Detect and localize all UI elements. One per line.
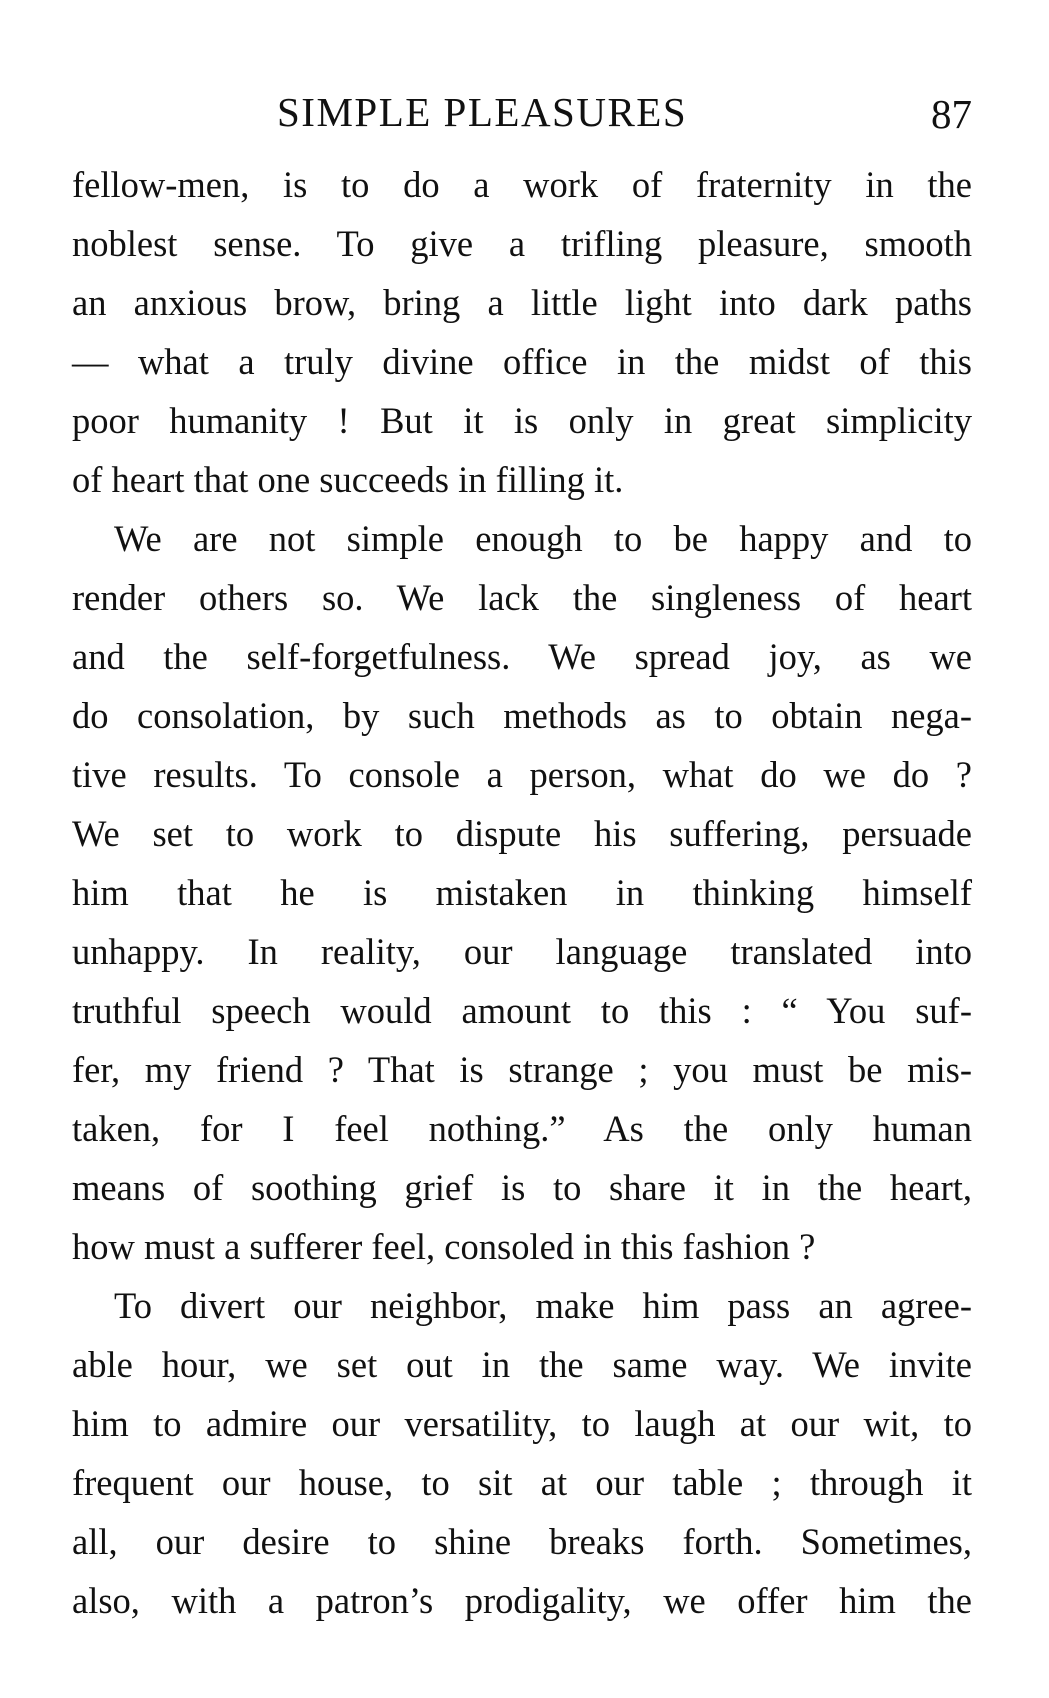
text-line: him that he is mistaken in thinking himself bbox=[72, 872, 972, 913]
text-line: taken, for I feel nothing.” As the only human bbox=[72, 1108, 972, 1149]
text-line: tive results. To console a person, what do we do ? bbox=[72, 754, 972, 795]
text-line: able hour, we set out in the same way. We invite bbox=[72, 1344, 972, 1385]
text-line: fer, my friend ? That is strange ; you must be mis- bbox=[72, 1049, 972, 1090]
text-line: render others so. We lack the singleness of heart bbox=[72, 577, 972, 618]
body-text bbox=[72, 155, 972, 1630]
text-line: and the self-forgetfulness. We spread joy, as we bbox=[72, 636, 972, 677]
text-line: frequent our house, to sit at our table ; through it bbox=[72, 1462, 972, 1503]
paragraph-2 bbox=[72, 509, 972, 1276]
text-line: — what a truly divine office in the midst of this bbox=[72, 341, 972, 382]
text-line: unhappy. In reality, our language translated into bbox=[72, 931, 972, 972]
text-line: We are not simple enough to be happy and to bbox=[114, 518, 972, 559]
text-line: of heart that one succeeds in filling it. bbox=[72, 459, 624, 500]
text-line: all, our desire to shine breaks forth. Sometimes, bbox=[72, 1521, 972, 1562]
text-line: noblest sense. To give a trifling pleasure, smooth bbox=[72, 223, 972, 264]
paragraph-3 bbox=[72, 1276, 972, 1630]
paragraph-1 bbox=[72, 155, 972, 509]
text-line: also, with a patron’s prodigality, we offer him the bbox=[72, 1580, 972, 1621]
page-number: 87 bbox=[931, 91, 972, 137]
text-line: an anxious brow, bring a little light into dark paths bbox=[72, 282, 972, 323]
text-line: him to admire our versatility, to laugh at our wit, to bbox=[72, 1403, 972, 1444]
text-line: how must a sufferer feel, consoled in this fashion ? bbox=[72, 1226, 816, 1267]
text-line: truthful speech would amount to this : “ You suf- bbox=[72, 990, 972, 1031]
text-line: do consolation, by such methods as to obtain nega- bbox=[72, 695, 972, 736]
text-line: poor humanity ! But it is only in great simplicity bbox=[72, 400, 972, 441]
running-head bbox=[72, 88, 972, 136]
text-line: We set to work to dispute his suffering, persuade bbox=[72, 813, 972, 854]
text-line: To divert our neighbor, make him pass an agree- bbox=[114, 1285, 972, 1326]
running-title: SIMPLE PLEASURES bbox=[277, 89, 688, 135]
text-line: fellow-men, is to do a work of fraternity in the bbox=[72, 164, 972, 205]
text-line: means of soothing grief is to share it in the heart, bbox=[72, 1167, 972, 1208]
